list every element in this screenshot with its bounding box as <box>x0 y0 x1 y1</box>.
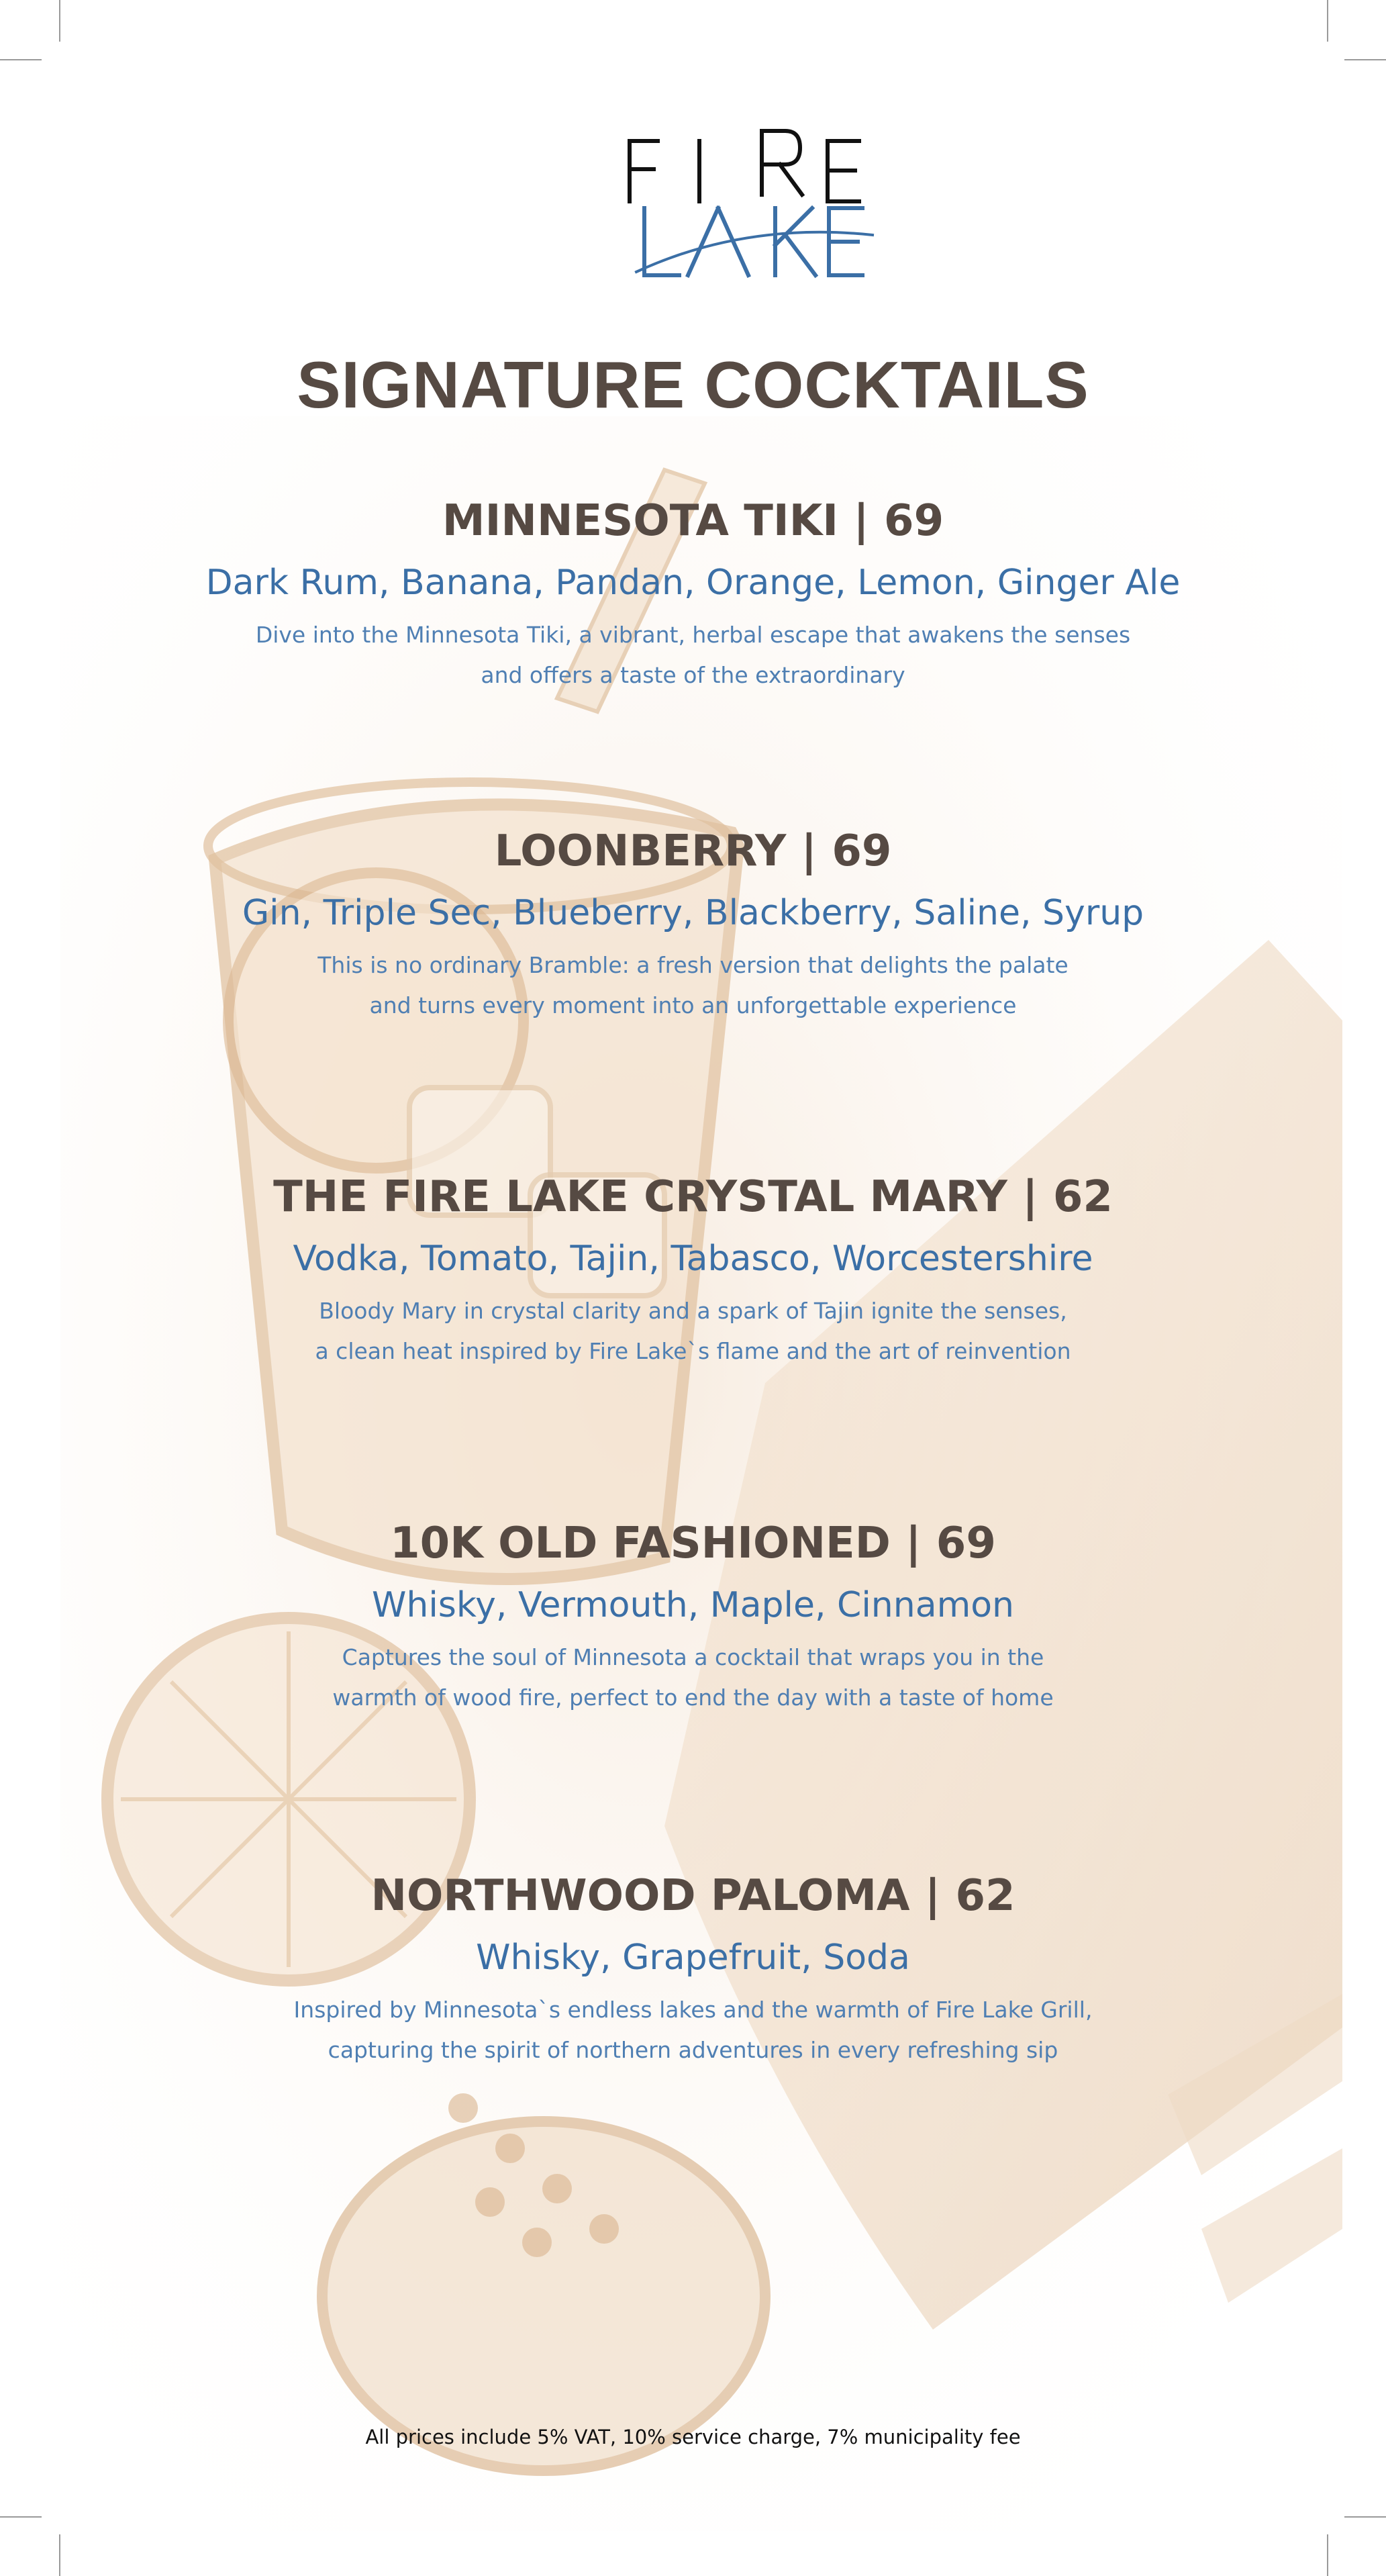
crop-mark-bottom-right-v <box>1327 2534 1328 2576</box>
cocktail-name: LOONBERRY | 69 <box>494 826 892 876</box>
cocktail-description <box>0 1990 1386 2070</box>
description-line: and offers a taste of the extraordinary <box>481 662 905 688</box>
price-disclaimer: All prices include 5% VAT, 10% service charge, 7% municipality fee <box>365 2426 1021 2448</box>
cocktail-ingredients: Whisky, Grapefruit, Soda <box>476 1938 910 1978</box>
crop-mark-bottom-right-h <box>1344 2516 1386 2518</box>
cocktail-ingredients: Dark Rum, Banana, Pandan, Orange, Lemon, Ginger Ale <box>205 563 1181 603</box>
crop-mark-top-right-v <box>1327 0 1328 42</box>
description-line: a clean heat inspired by Fire Lake`s flame and the art of reinvention <box>315 1338 1071 1364</box>
description-line: Dive into the Minnesota Tiki, a vibrant, herbal escape that awakens the senses <box>255 622 1131 648</box>
cocktail-ingredients: Gin, Triple Sec, Blueberry, Blackberry, Saline, Syrup <box>242 893 1144 933</box>
cocktail-name: MINNESOTA TIKI | 69 <box>442 496 944 546</box>
cocktail-description <box>0 615 1386 696</box>
description-line: capturing the spirit of northern adventures in every refreshing sip <box>328 2037 1058 2063</box>
cocktail-description <box>0 945 1386 1026</box>
cocktail-name: THE FIRE LAKE CRYSTAL MARY | 62 <box>273 1172 1113 1222</box>
cocktail-background-image <box>60 416 1342 2531</box>
description-line: Bloody Mary in crystal clarity and a spark of Tajin ignite the senses, <box>319 1298 1067 1324</box>
menu-title: SIGNATURE COCKTAILS <box>297 348 1089 422</box>
crop-mark-top-left-v <box>59 0 60 42</box>
description-line: and turns every moment into an unforgettable experience <box>369 992 1017 1018</box>
description-line: warmth of wood fire, perfect to end the day with a taste of home <box>332 1684 1054 1711</box>
cocktail-item <box>0 1862 1386 2070</box>
cocktail-item <box>0 487 1386 696</box>
description-line: Inspired by Minnesota`s endless lakes and the warmth of Fire Lake Grill, <box>293 1997 1093 2023</box>
crop-mark-bottom-left-h <box>0 2516 42 2518</box>
cocktail-description <box>0 1291 1386 1372</box>
cocktail-item <box>0 1510 1386 1718</box>
crop-mark-top-left-h <box>0 59 42 60</box>
crop-mark-top-right-h <box>1344 59 1386 60</box>
description-line: Captures the soul of Minnesota a cocktail that wraps you in the <box>342 1644 1044 1670</box>
cocktail-description <box>0 1637 1386 1718</box>
cocktail-item <box>0 1163 1386 1372</box>
crop-mark-bottom-left-v <box>59 2534 60 2576</box>
cocktail-ingredients: Whisky, Vermouth, Maple, Cinnamon <box>371 1585 1015 1625</box>
cocktail-name: NORTHWOOD PALOMA | 62 <box>370 1871 1016 1921</box>
description-line: This is no ordinary Bramble: a fresh version that delights the palate <box>317 952 1069 978</box>
cocktail-ingredients: Vodka, Tomato, Tajin, Tabasco, Worcestershire <box>293 1239 1093 1279</box>
fire-lake-logo <box>624 128 879 289</box>
cocktail-name: 10K OLD FASHIONED | 69 <box>390 1519 996 1568</box>
cocktail-item <box>0 818 1386 1026</box>
